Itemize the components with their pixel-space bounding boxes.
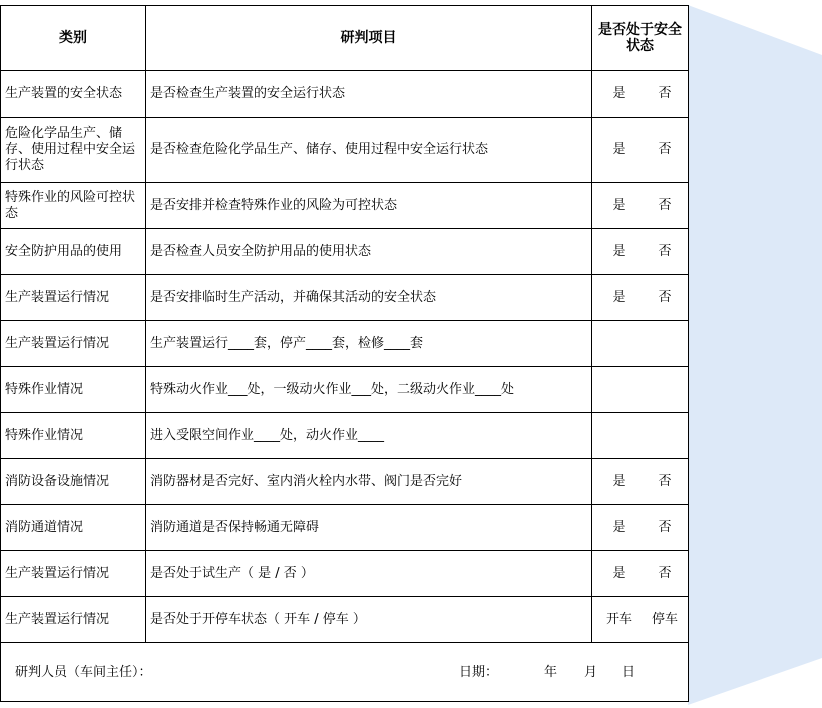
- signature-row: [1, 643, 689, 702]
- row-item: 生产装置运行____套，停产____套，检修____套: [146, 321, 592, 367]
- month-label: 月: [584, 665, 598, 680]
- option-yes[interactable]: 是: [612, 519, 626, 535]
- table-row: [1, 229, 689, 275]
- row-item: 特殊动火作业___处，一级动火作业___处，二级动火作业____处: [146, 367, 592, 413]
- assessment-table: [0, 5, 689, 702]
- option-no[interactable]: 否: [658, 565, 672, 581]
- row-category: 安全防护用品的使用: [1, 229, 146, 275]
- table-row: [1, 367, 689, 413]
- row-options: [592, 275, 689, 321]
- signature-cell: [1, 643, 689, 702]
- option-yes[interactable]: 是: [612, 86, 626, 101]
- row-category: 危险化学品生产、储存、使用过程中安全运行状态: [1, 118, 146, 183]
- table-row: [1, 505, 689, 551]
- option-yes[interactable]: 是: [612, 197, 626, 213]
- table-row: [1, 597, 689, 643]
- row-category: 消防设备设施情况: [1, 459, 146, 505]
- option-yes[interactable]: 是: [612, 243, 626, 259]
- side-panel-shape: [688, 5, 822, 705]
- year-label: 年: [544, 665, 558, 680]
- row-options: [592, 459, 689, 505]
- table-row: [1, 71, 689, 118]
- option-no[interactable]: 否: [658, 197, 672, 213]
- option-no[interactable]: 否: [658, 473, 672, 489]
- row-item: 是否处于试生产（ 是 / 否 ）: [146, 551, 592, 597]
- row-category: 特殊作业情况: [1, 413, 146, 459]
- header-category: 类别: [1, 6, 146, 71]
- option-yes[interactable]: 是: [612, 565, 626, 581]
- row-item: 是否处于开停车状态（ 开车 / 停车 ）: [146, 597, 592, 643]
- option-start[interactable]: 开车: [605, 611, 632, 627]
- row-category: 特殊作业情况: [1, 367, 146, 413]
- row-category: 生产装置运行情况: [1, 597, 146, 643]
- row-item: 是否检查人员安全防护用品的使用状态: [146, 229, 592, 275]
- day-label: 日: [622, 665, 636, 680]
- row-category: 生产装置运行情况: [1, 551, 146, 597]
- option-stop[interactable]: 停车: [651, 611, 678, 627]
- signature-label: 研判人员（车间主任）：: [15, 665, 152, 680]
- row-item: 是否检查危险化学品生产、储存、使用过程中安全运行状态: [146, 118, 592, 183]
- option-no[interactable]: 否: [658, 86, 672, 101]
- date-label: 日期：: [459, 665, 499, 680]
- table-row: [1, 413, 689, 459]
- table-row: [1, 321, 689, 367]
- table-header-row: [1, 6, 689, 71]
- row-category: 特殊作业的风险可控状态: [1, 183, 146, 229]
- option-yes[interactable]: 是: [612, 289, 626, 305]
- option-no[interactable]: 否: [658, 142, 672, 157]
- table-row: [1, 459, 689, 505]
- option-no[interactable]: 否: [658, 289, 672, 305]
- row-options: [592, 71, 689, 118]
- option-no[interactable]: 否: [658, 243, 672, 259]
- row-options: [592, 321, 689, 367]
- row-item: 消防器材是否完好、室内消火栓内水带、阀门是否完好: [146, 459, 592, 505]
- row-category: 生产装置运行情况: [1, 321, 146, 367]
- row-category: 消防通道情况: [1, 505, 146, 551]
- table-row: [1, 183, 689, 229]
- row-category: 生产装置的安全状态: [1, 71, 146, 118]
- row-item: 进入受限空间作业____处，动火作业____: [146, 413, 592, 459]
- row-options: [592, 551, 689, 597]
- row-options: [592, 183, 689, 229]
- row-item: 消防通道是否保持畅通无障碍: [146, 505, 592, 551]
- option-yes[interactable]: 是: [612, 142, 626, 157]
- row-options: [592, 597, 689, 643]
- row-item: 是否安排并检查特殊作业的风险为可控状态: [146, 183, 592, 229]
- table-row: [1, 275, 689, 321]
- header-status: 是否处于安全状态: [592, 6, 689, 71]
- row-item: 是否检查生产装置的安全运行状态: [146, 71, 592, 118]
- row-options: [592, 118, 689, 183]
- row-options: [592, 413, 689, 459]
- option-yes[interactable]: 是: [612, 473, 626, 489]
- option-no[interactable]: 否: [658, 519, 672, 535]
- row-options: [592, 505, 689, 551]
- table-row: [1, 551, 689, 597]
- row-category: 生产装置运行情况: [1, 275, 146, 321]
- table-row: [1, 118, 689, 183]
- row-item: 是否安排临时生产活动，并确保其活动的安全状态: [146, 275, 592, 321]
- header-item: 研判项目: [146, 6, 592, 71]
- row-options: [592, 229, 689, 275]
- row-options: [592, 367, 689, 413]
